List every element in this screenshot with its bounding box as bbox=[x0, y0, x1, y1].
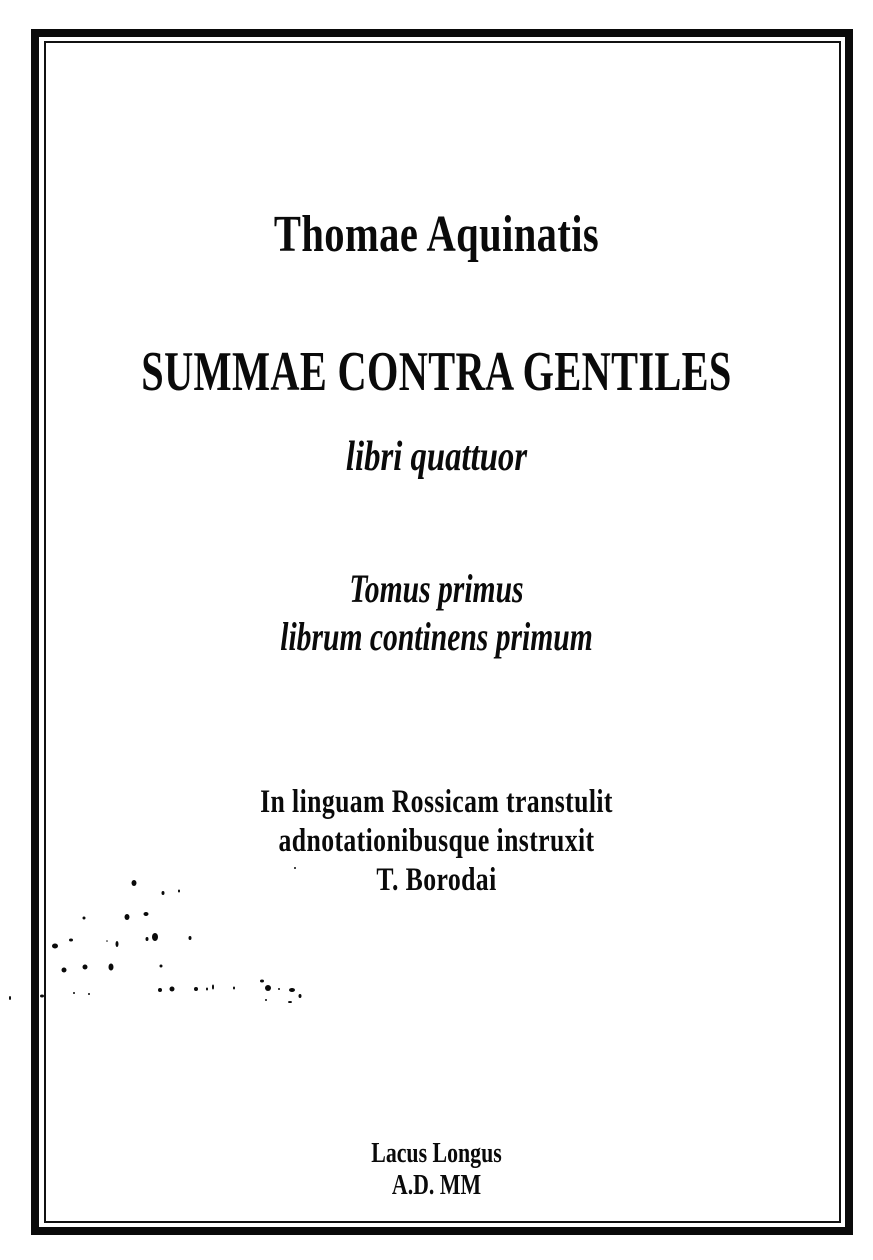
book-title: SUMMAE CONTRA GENTILES bbox=[141, 341, 732, 403]
translation-note-line-2: adnotationibusque instruxit bbox=[278, 823, 595, 859]
publication-year: A.D. MM bbox=[391, 1170, 482, 1201]
translation-note-line-1: In linguam Rossicam transtulit bbox=[260, 784, 613, 820]
author-name: Thomae Aquinatis bbox=[273, 206, 600, 263]
volume-designation: Tomus primus bbox=[349, 566, 524, 611]
volume-contents: librum continens primum bbox=[280, 614, 593, 659]
book-subtitle: libri quattuor bbox=[345, 434, 528, 480]
publisher-name: Lacus Longus bbox=[371, 1138, 502, 1169]
translator-name: T. Borodai bbox=[376, 862, 497, 898]
